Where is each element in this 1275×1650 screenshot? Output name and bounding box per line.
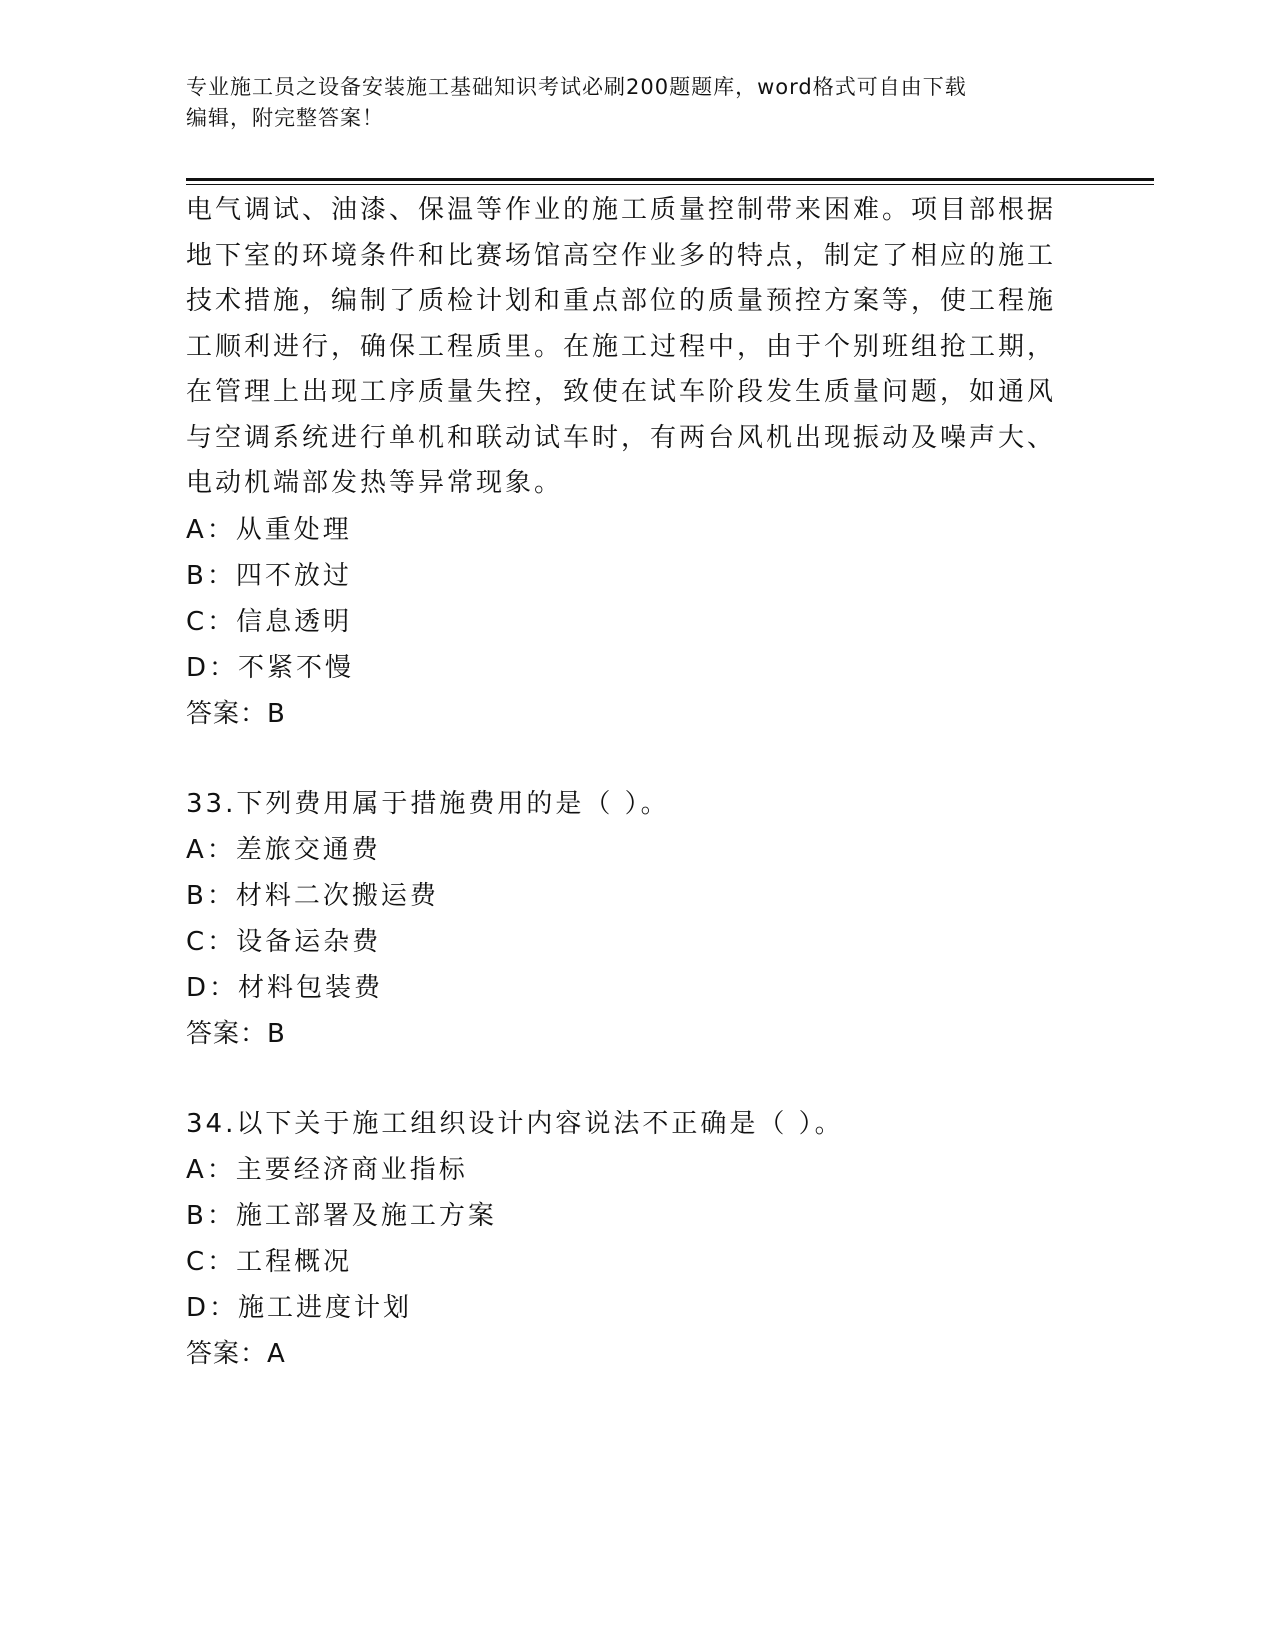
answer: 答案：A bbox=[186, 1338, 286, 1369]
option-c: C：信息透明 bbox=[186, 606, 353, 637]
document-body bbox=[186, 188, 1066, 1377]
text-line: 在管理上出现工序质量失控，致使在试车阶段发生质量问题，如通风 bbox=[186, 377, 1057, 407]
text-line: 电动机端部发热等异常现象。 bbox=[186, 468, 564, 498]
option-c: C：设备运杂费 bbox=[186, 926, 382, 957]
answer: 答案：B bbox=[186, 1018, 286, 1049]
answer: 答案：B bbox=[186, 698, 286, 729]
text-line: 地下室的环境条件和比赛场馆高空作业多的特点，制定了相应的施工 bbox=[186, 240, 1057, 271]
option-d: D：不紧不慢 bbox=[186, 652, 355, 683]
header-rule-thin bbox=[186, 184, 1154, 185]
text-line: 与空调系统进行单机和联动试车时，有两台风机出现振动及噪声大、 bbox=[186, 422, 1057, 453]
question-34 bbox=[186, 1101, 1066, 1377]
option-c: C：工程概况 bbox=[186, 1246, 353, 1277]
text-line: 电气调试、油漆、保温等作业的施工质量控制带来困难。项目部根据 bbox=[186, 195, 1057, 225]
header-rule-thick bbox=[186, 178, 1154, 181]
option-b: B：四不放过 bbox=[186, 560, 352, 591]
option-a: A：差旅交通费 bbox=[186, 834, 381, 865]
question-title: 33.下列费用属于措施费用的是（ ）。 bbox=[186, 788, 670, 819]
option-b: B：施工部署及施工方案 bbox=[186, 1200, 497, 1231]
header-line-2: 编辑，附完整答案！ bbox=[186, 106, 384, 130]
option-d: D：施工进度计划 bbox=[186, 1292, 413, 1323]
question-33 bbox=[186, 781, 1066, 1057]
header-line-1: 专业施工员之设备安装施工基础知识考试必刷200题题库，word格式可自由下载 bbox=[186, 75, 967, 99]
option-d: D：材料包装费 bbox=[186, 972, 384, 1003]
option-a: A：主要经济商业指标 bbox=[186, 1154, 468, 1185]
option-b: B：材料二次搬运费 bbox=[186, 880, 439, 911]
question-title: 34.以下关于施工组织设计内容说法不正确是（ ）。 bbox=[186, 1108, 844, 1139]
question-32 bbox=[186, 188, 1066, 737]
page-header bbox=[186, 72, 1086, 134]
text-line: 技术措施，编制了质检计划和重点部位的质量预控方案等，使工程施 bbox=[186, 286, 1057, 316]
question-32-text bbox=[186, 188, 1066, 507]
option-a: A：从重处理 bbox=[186, 514, 352, 545]
text-line: 工顺利进行，确保工程质里。在施工过程中，由于个别班组抢工期， bbox=[186, 331, 1057, 362]
